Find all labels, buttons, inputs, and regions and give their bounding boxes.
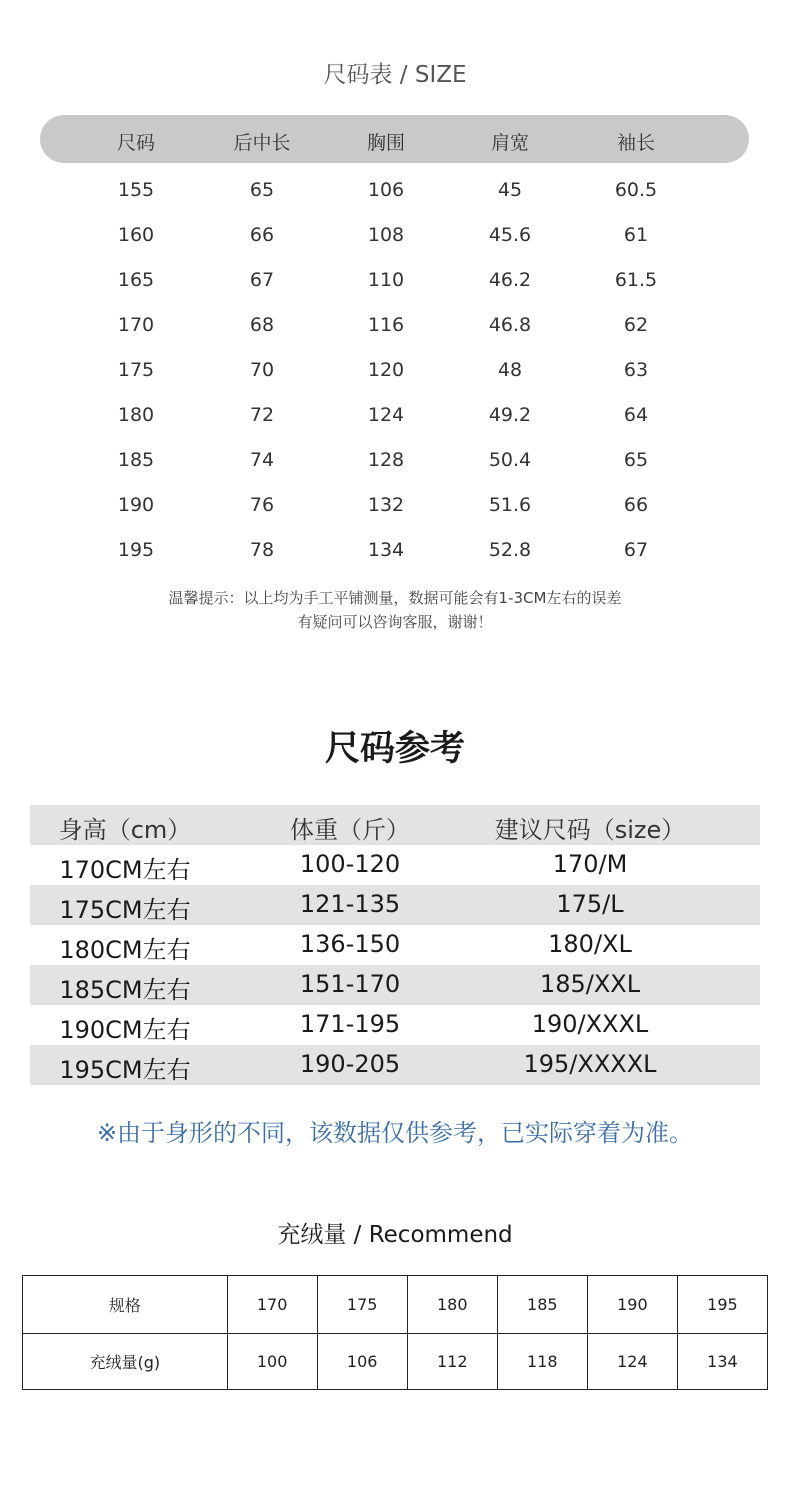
size-table-cell: 64 bbox=[623, 404, 649, 426]
fill-table-title: 充绒量 / Recommend bbox=[277, 1222, 513, 1248]
size-table-cell: 68 bbox=[249, 314, 275, 336]
fill-table-cell: 112 bbox=[407, 1334, 497, 1390]
size-table-cell: 66 bbox=[623, 494, 649, 516]
size-reference-header bbox=[30, 805, 760, 845]
fill-table-cell: 100 bbox=[227, 1334, 317, 1390]
size-table-row bbox=[0, 359, 790, 389]
fill-table-cell: 170 bbox=[227, 1276, 317, 1334]
fill-table-cell: 118 bbox=[497, 1334, 587, 1390]
size-table-row bbox=[0, 494, 790, 524]
size-table-cell: 61.5 bbox=[614, 269, 658, 291]
size-table-cell: 78 bbox=[249, 539, 275, 561]
fill-table-row-label: 规格 bbox=[23, 1276, 228, 1334]
size-table-cell: 76 bbox=[249, 494, 275, 516]
size-table-cell: 120 bbox=[367, 359, 405, 381]
size-reference-note: ※由于身形的不同，该数据仅供参考，已实际穿着为准。 bbox=[96, 1119, 694, 1147]
size-table-cell: 60.5 bbox=[614, 179, 658, 201]
size-table-cell: 160 bbox=[117, 224, 155, 246]
size-table-cell: 63 bbox=[623, 359, 649, 381]
size-table-cell: 46.8 bbox=[488, 314, 532, 336]
size-reference-cell: 136-150 bbox=[299, 930, 401, 958]
size-table-cell: 165 bbox=[117, 269, 155, 291]
size-table-row bbox=[0, 404, 790, 434]
size-table-cell: 45 bbox=[497, 179, 523, 201]
size-table-row bbox=[0, 269, 790, 299]
size-table-cell: 62 bbox=[623, 314, 649, 336]
size-table-cell: 65 bbox=[249, 179, 275, 201]
size-reference-row bbox=[30, 925, 760, 965]
size-reference-cell: 190CM左右 bbox=[59, 1016, 191, 1044]
size-reference-cell: 195/XXXXL bbox=[523, 1050, 657, 1078]
fill-table-cell: 180 bbox=[407, 1276, 497, 1334]
fill-amount-table bbox=[22, 1275, 768, 1390]
size-table-cell: 61 bbox=[623, 224, 649, 246]
fill-table-cell: 185 bbox=[497, 1276, 587, 1334]
size-table-cell: 45.6 bbox=[488, 224, 532, 246]
size-reference-cell: 170CM左右 bbox=[59, 856, 191, 884]
size-table-cell: 134 bbox=[367, 539, 405, 561]
size-reference-row bbox=[30, 1005, 760, 1045]
measurement-note-line1: 温馨提示：以上均为手工平铺测量，数据可能会有1-3CM左右的误差 bbox=[168, 589, 622, 607]
size-table-header bbox=[40, 115, 749, 163]
fill-table-row-amount bbox=[23, 1334, 768, 1390]
size-header-cell: 后中长 bbox=[233, 132, 291, 154]
size-reference-cell: 175CM左右 bbox=[59, 896, 191, 924]
size-reference-row bbox=[30, 845, 760, 885]
fill-table-cell: 106 bbox=[317, 1334, 407, 1390]
size-reference-header-cell: 身高（cm） bbox=[58, 816, 192, 844]
size-reference-cell: 121-135 bbox=[299, 890, 401, 918]
size-reference-cell: 100-120 bbox=[299, 850, 401, 878]
size-reference-cell: 171-195 bbox=[299, 1010, 401, 1038]
size-reference-cell: 185/XXL bbox=[539, 970, 641, 998]
fill-table-row-label: 充绒量(g) bbox=[23, 1334, 228, 1390]
size-table-cell: 70 bbox=[249, 359, 275, 381]
size-table-cell: 106 bbox=[367, 179, 405, 201]
size-table-cell: 49.2 bbox=[488, 404, 532, 426]
size-header-cell: 尺码 bbox=[116, 132, 155, 154]
size-table-cell: 185 bbox=[117, 449, 155, 471]
size-table-row bbox=[0, 224, 790, 254]
size-reference-cell: 190/XXXL bbox=[531, 1010, 649, 1038]
size-table-cell: 67 bbox=[249, 269, 275, 291]
size-table-cell: 52.8 bbox=[488, 539, 532, 561]
fill-table-cell: 195 bbox=[677, 1276, 767, 1334]
size-reference-row bbox=[30, 1045, 760, 1085]
size-table-cell: 51.6 bbox=[488, 494, 532, 516]
size-header-cell: 袖长 bbox=[616, 132, 655, 154]
fill-table-row-spec bbox=[23, 1276, 768, 1334]
size-table-cell: 195 bbox=[117, 539, 155, 561]
size-reference-header-cell: 体重（斤） bbox=[290, 816, 410, 844]
size-table-cell: 124 bbox=[367, 404, 405, 426]
size-table-cell: 72 bbox=[249, 404, 275, 426]
fill-table-cell: 124 bbox=[587, 1334, 677, 1390]
size-table-cell: 65 bbox=[623, 449, 649, 471]
size-table-cell: 116 bbox=[367, 314, 405, 336]
size-table-cell: 110 bbox=[367, 269, 405, 291]
size-reference-cell: 180/XL bbox=[548, 930, 632, 958]
size-table-cell: 190 bbox=[117, 494, 155, 516]
size-table-cell: 50.4 bbox=[488, 449, 532, 471]
size-table-cell: 132 bbox=[367, 494, 405, 516]
fill-table-cell: 175 bbox=[317, 1276, 407, 1334]
size-header-cell: 胸围 bbox=[366, 132, 405, 154]
size-reference-header-cell: 建议尺码（size） bbox=[494, 816, 686, 844]
size-reference-cell: 151-170 bbox=[299, 970, 401, 998]
size-header-cell: 肩宽 bbox=[490, 132, 529, 154]
size-table-row bbox=[0, 314, 790, 344]
size-table-cell: 46.2 bbox=[488, 269, 532, 291]
fill-table-cell: 134 bbox=[677, 1334, 767, 1390]
size-table-cell: 175 bbox=[117, 359, 155, 381]
size-reference-row bbox=[30, 965, 760, 1005]
size-table-cell: 67 bbox=[623, 539, 649, 561]
size-reference-cell: 190-205 bbox=[299, 1050, 401, 1078]
size-table-cell: 128 bbox=[367, 449, 405, 471]
size-table-cell: 155 bbox=[117, 179, 155, 201]
size-reference-cell: 185CM左右 bbox=[59, 976, 191, 1004]
size-table-cell: 180 bbox=[117, 404, 155, 426]
fill-table-cell: 190 bbox=[587, 1276, 677, 1334]
size-table-cell: 170 bbox=[117, 314, 155, 336]
size-table-row bbox=[0, 449, 790, 479]
size-table-cell: 108 bbox=[367, 224, 405, 246]
size-table-row bbox=[0, 179, 790, 209]
size-table-cell: 66 bbox=[249, 224, 275, 246]
size-table-cell: 74 bbox=[249, 449, 275, 471]
size-reference-cell: 180CM左右 bbox=[59, 936, 191, 964]
size-reference-title: 尺码参考 bbox=[324, 729, 465, 769]
size-table-title: 尺码表 / SIZE bbox=[323, 62, 467, 88]
measurement-note-line2: 有疑问可以咨询客服，谢谢！ bbox=[297, 613, 493, 631]
size-reference-row bbox=[30, 885, 760, 925]
size-table-row bbox=[0, 539, 790, 569]
size-reference-cell: 170/M bbox=[552, 850, 628, 878]
size-reference-cell: 175/L bbox=[556, 890, 624, 918]
size-table-cell: 48 bbox=[497, 359, 523, 381]
size-reference-cell: 195CM左右 bbox=[59, 1056, 191, 1084]
